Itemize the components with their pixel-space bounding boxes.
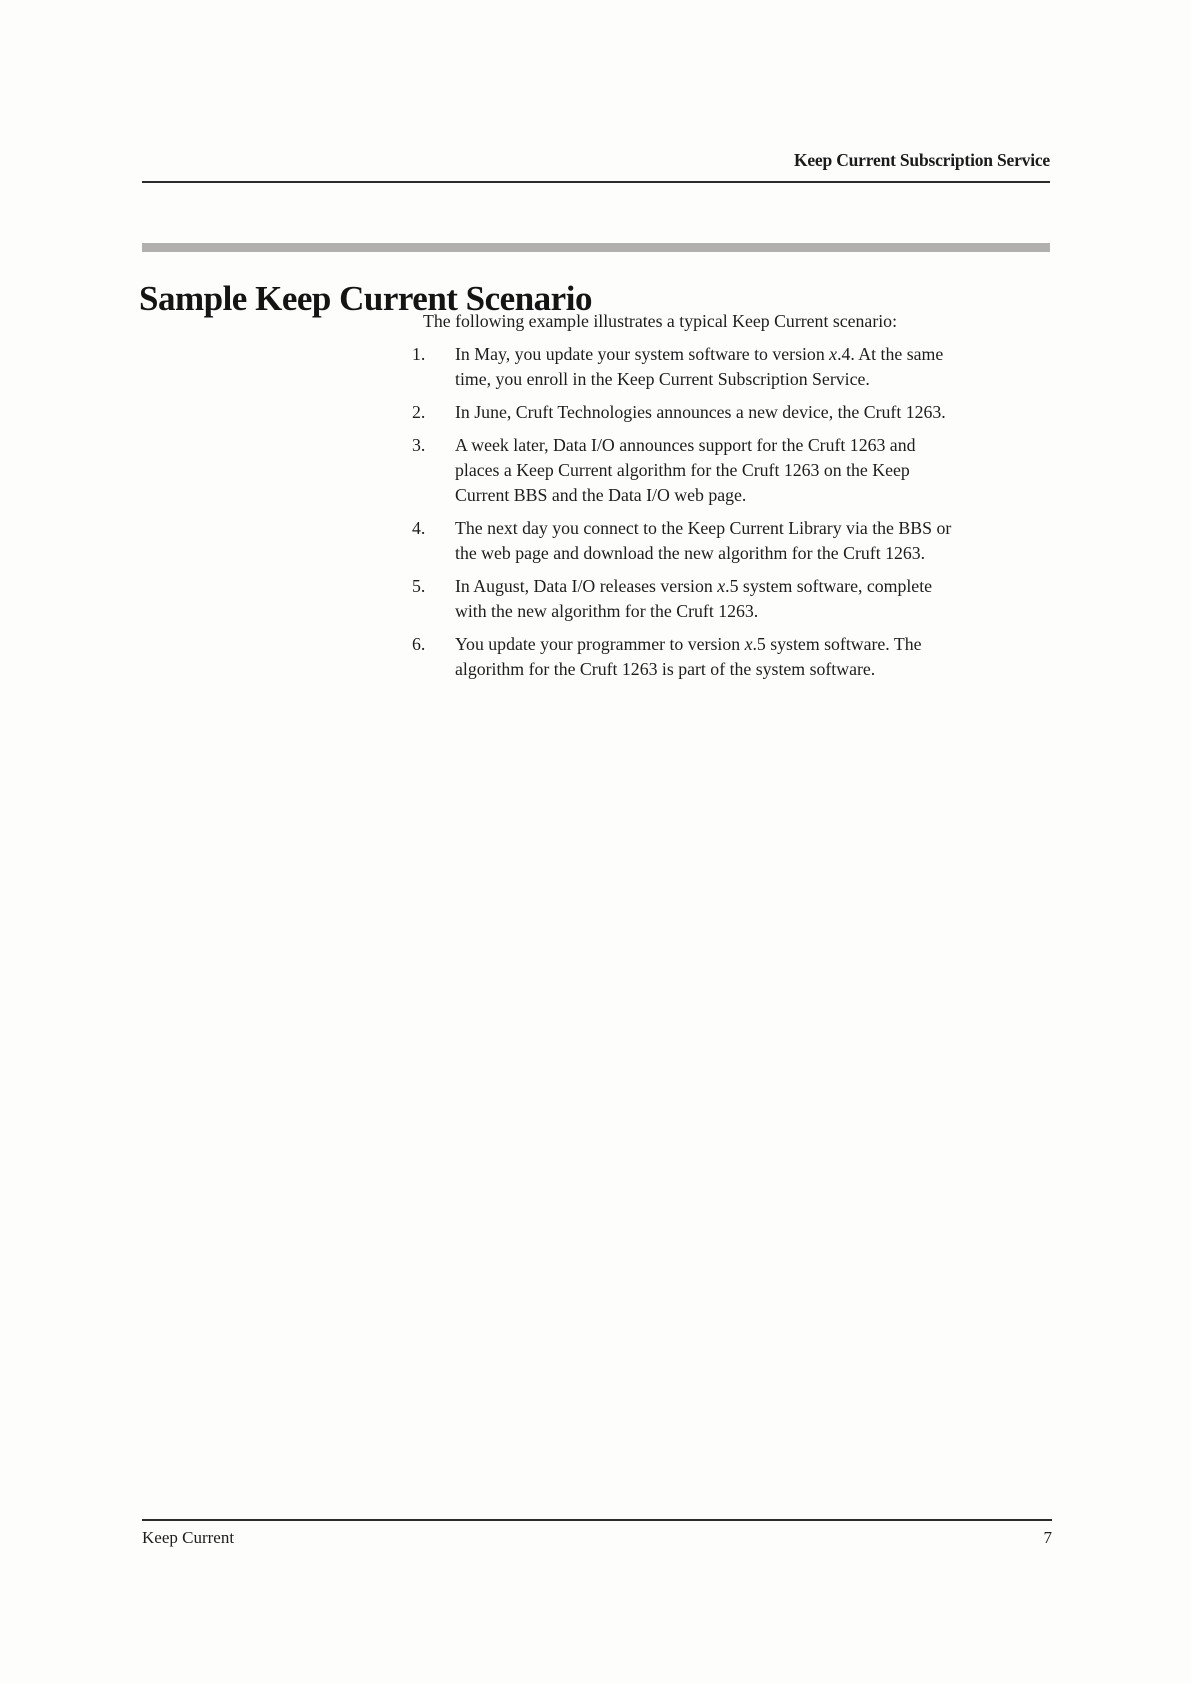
list-item-number: 5. <box>412 576 426 596</box>
list-item <box>412 342 1072 392</box>
list-item <box>412 574 1072 624</box>
intro-paragraph: The following example illustrates a typical Keep Current scenario: <box>423 311 898 331</box>
list-item-text: In May, you update your system software to version x.4. At the same time, you enroll in the Keep Current Subscription Service. <box>455 344 944 389</box>
body-content <box>412 309 1072 690</box>
list-item <box>412 516 1072 566</box>
steps-list <box>412 342 1072 682</box>
list-item-number: 3. <box>412 435 426 455</box>
list-item-text: A week later, Data I/O announces support for the Cruft 1263 and places a Keep Current algorithm for the Cruft 1263 on the Keep Current BBS and the Data I/O web page. <box>455 435 916 505</box>
list-item-text: You update your programmer to version x.5 system software. The algorithm for the Cruft 1263 is part of the system software. <box>455 634 922 679</box>
list-item-number: 6. <box>412 634 426 654</box>
list-item-number: 2. <box>412 402 426 422</box>
footer-rule-divider <box>142 1519 1052 1521</box>
footer-book-title: Keep Current <box>142 1528 235 1547</box>
list-item-number: 4. <box>412 518 426 538</box>
header-rule-divider <box>142 181 1050 183</box>
list-item <box>412 400 1072 425</box>
list-item-text: In June, Cruft Technologies announces a new device, the Cruft 1263. <box>455 402 946 422</box>
list-item <box>412 433 1072 508</box>
section-divider-bar <box>142 243 1050 252</box>
list-item-text: In August, Data I/O releases version x.5 system software, complete with the new algorithm for the Cruft 1263. <box>455 576 933 621</box>
list-item-text: The next day you connect to the Keep Current Library via the BBS or the web page and download the new algorithm for the Cruft 1263. <box>455 518 952 563</box>
list-item-number: 1. <box>412 344 426 364</box>
footer-page-number: 7 <box>1043 1528 1052 1547</box>
running-header-title: Keep Current Subscription Service <box>793 150 1050 170</box>
page-title: Sample Keep Current Scenario <box>139 279 592 319</box>
list-item <box>412 632 1072 682</box>
